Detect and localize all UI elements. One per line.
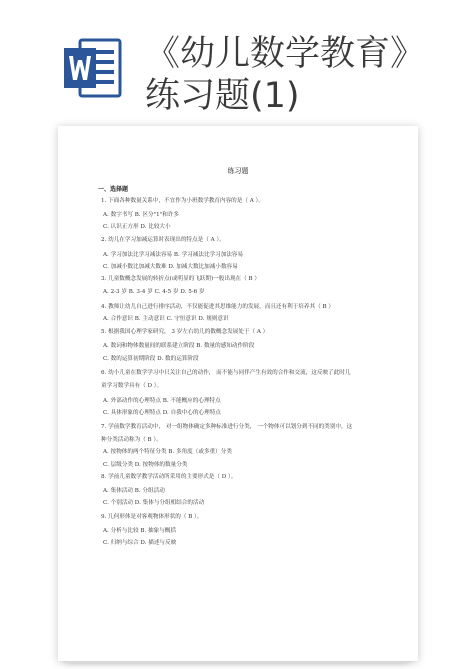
option-line: C. 加减小数比加减大数难 D. 加减大数比加减小数容易	[103, 264, 238, 270]
option-line: C. 个别活动 D. 集体与分组相结合的活动	[103, 500, 205, 506]
option-line: A. 外部动作的心理特点 B. 不能概应的心理特点	[103, 398, 221, 404]
document-page	[58, 126, 418, 661]
header	[0, 0, 474, 120]
question-line: 4. 教师让幼儿自己进行排序活动，不仅能促进其思维能力的发展，而且还有利于培养其（ B ）	[101, 304, 334, 310]
word-document-icon	[64, 36, 122, 100]
option-line: C. 层级分类 D. 按物体的数量分类	[103, 462, 188, 468]
option-line: A. 按物体的两个特征分类 B. 多角度（或多重）分类	[103, 449, 232, 455]
option-line: A. 集体活动 B. 分组活动	[103, 488, 165, 494]
option-line: C. 具体形象的心理特点 D. 自我中心的心理特点	[103, 410, 221, 416]
option-line: A. 2-3 岁 B. 3-4 岁 C. 4-5 岁 D. 5-6 岁	[103, 289, 205, 295]
option-line: C. 归纳与综合 D. 描述与反映	[103, 540, 177, 546]
option-line: 种分类活动称为（ B ）。	[101, 437, 162, 443]
page-title-line-1: 《幼儿数学教育》	[145, 34, 426, 74]
question-line: 8. 学前儿童数学教学活动所采用的主要形式是（ D ）。	[101, 474, 237, 480]
option-line: A. 合作意识 B. 主动意识 C. 守恒意识 D. 规则意识	[103, 316, 229, 322]
question-line: 5. 根据我国心理学家研究， 3 岁左右幼儿的数概念发展处于（ A ）	[101, 329, 269, 335]
question-line: 1. 下面各种数量关系中，不宜作为小班数学教育内容的是（ A ）。	[101, 198, 264, 204]
question-line: 9. 几何形体是对客观物体形状的（ B ）。	[101, 514, 203, 520]
question-line: 2. 幼儿在学习加减运算时表现出的特点是（ A ）。	[101, 237, 225, 243]
option-line: A. 数词和物体数量间的联系建立阶段 B. 数量的感知动作阶段	[103, 343, 255, 349]
option-line: A. 学习加法比学习减法容易 B. 学习减法比学习加法容易	[103, 252, 244, 258]
question-line: 7. 学前数学教育活动中， 对一组物体确定多种标准进行分类， 一个物体可以划分到不同的类别中，这	[101, 424, 353, 430]
option-line: 童学习数学具有（ D ）。	[101, 383, 163, 389]
question-line: 6. 幼小儿童在数学学习中只关注自己的动作， 而不能与同伴产生有效的合作和交流，这反映了此时儿	[101, 370, 351, 376]
section-heading: 一、选择题	[98, 186, 129, 193]
question-line: 3. 儿童数概念发展的转折点(或明显的飞跃期)一般出现在（ B ）	[101, 276, 260, 282]
option-line: A. 数字书写 B. 区分"1"和许多	[103, 212, 180, 218]
document-title: 练习题	[227, 167, 249, 175]
page-title-line-2: 练习题(1)	[145, 76, 300, 116]
option-line: A. 分析与比较 B. 抽象与概括	[103, 528, 176, 534]
option-line: C. 数的运算初期阶段 D. 数的运算阶段	[103, 356, 199, 362]
option-line: C. 认识正方形 D. 比较大小	[103, 224, 171, 230]
